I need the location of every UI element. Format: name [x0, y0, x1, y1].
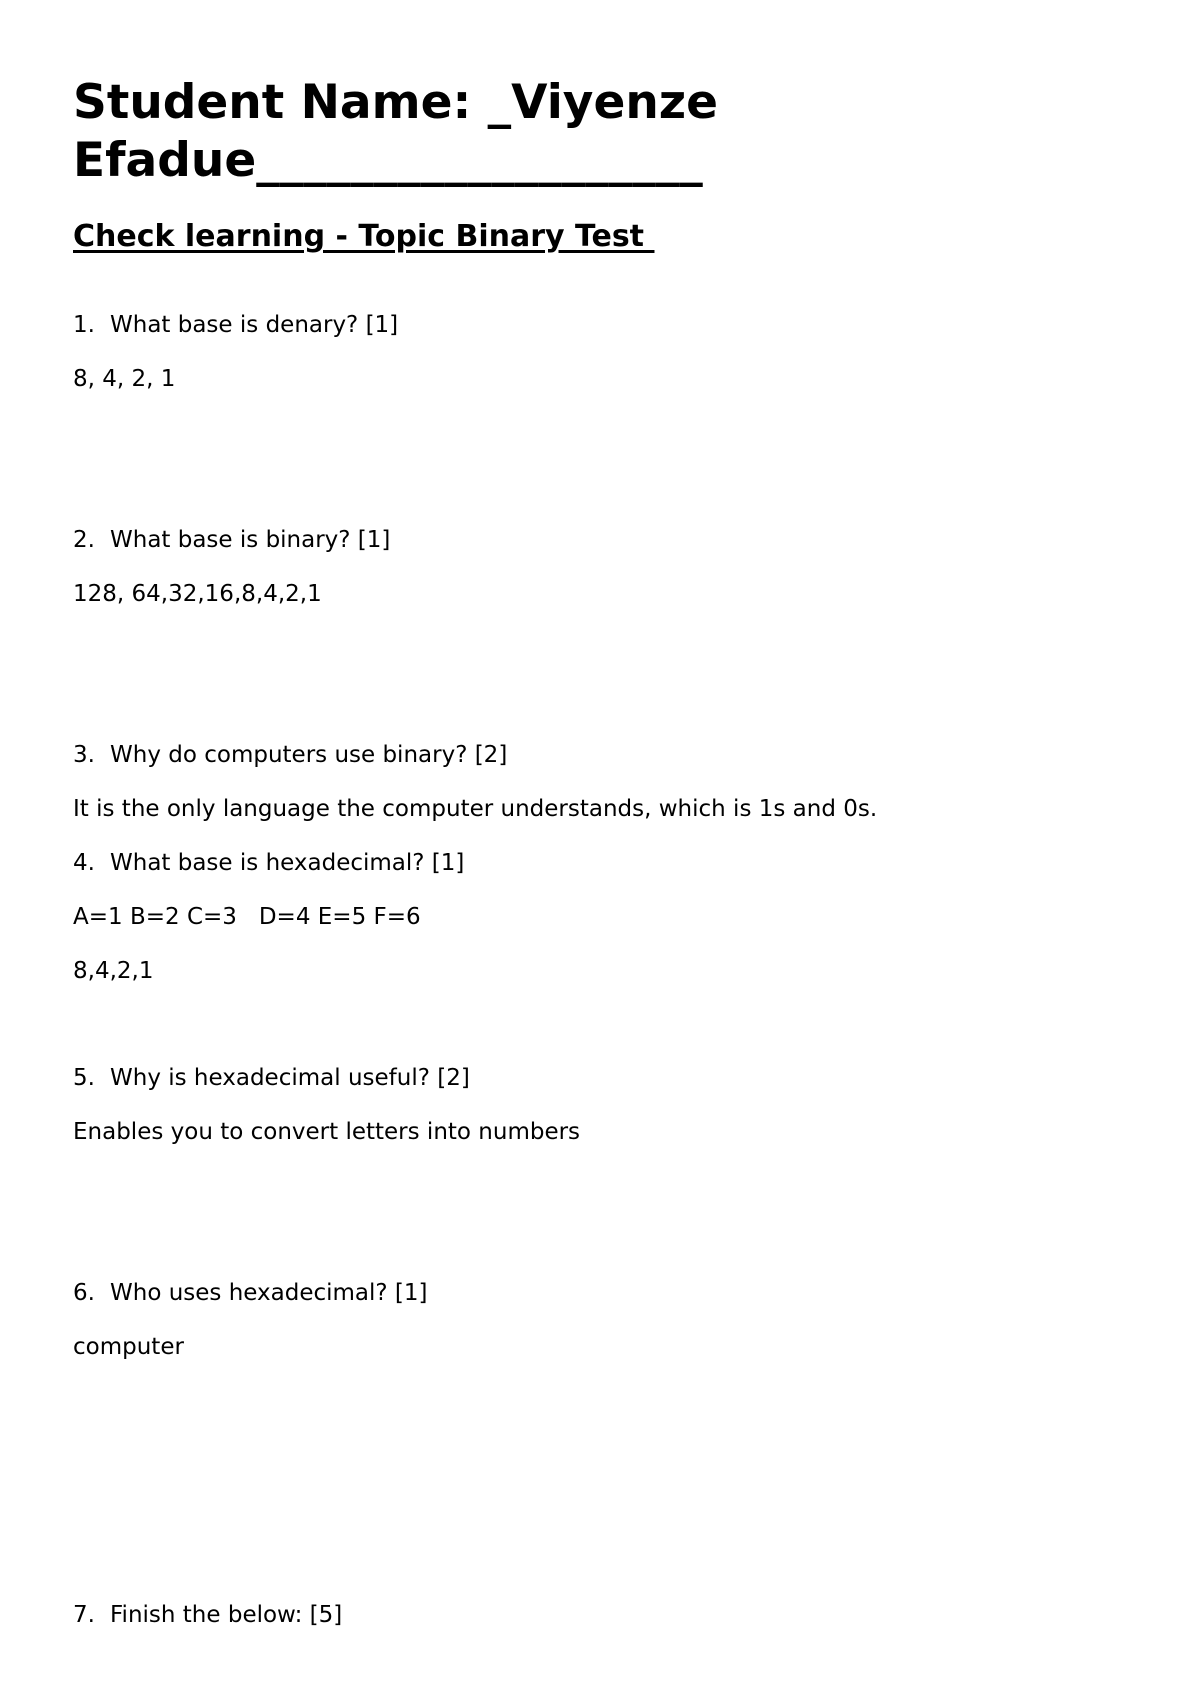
answer-1: 8, 4, 2, 1	[73, 366, 176, 392]
answer-4b: 8,4,2,1	[73, 958, 154, 984]
student-name-heading: Student Name: _Viyenze Efadue___________________	[73, 75, 719, 188]
question-number: 2.	[73, 527, 95, 553]
question-text: Finish the below: [5]	[110, 1602, 343, 1628]
question-text: Why do computers use binary? [2]	[110, 742, 508, 768]
answer-2: 128, 64,32,16,8,4,2,1	[73, 581, 322, 607]
answer-5: Enables you to convert letters into numbers	[73, 1119, 581, 1145]
question-text: What base is denary? [1]	[110, 312, 399, 338]
question-text: Who uses hexadecimal? [1]	[110, 1280, 428, 1306]
question-number: 7.	[73, 1602, 95, 1628]
question-1	[73, 310, 398, 340]
answer-6: computer	[73, 1334, 184, 1360]
question-text: What base is hexadecimal? [1]	[110, 850, 465, 876]
question-number: 5.	[73, 1065, 95, 1091]
answer-3: It is the only language the computer understands, which is 1s and 0s.	[73, 796, 878, 822]
question-number: 3.	[73, 742, 95, 768]
question-7	[73, 1600, 342, 1630]
question-text: Why is hexadecimal useful? [2]	[110, 1065, 470, 1091]
question-number: 6.	[73, 1280, 95, 1306]
question-2	[73, 525, 390, 555]
question-number: 4.	[73, 850, 95, 876]
question-5	[73, 1063, 470, 1093]
test-title: Check learning - Topic Binary Test	[73, 219, 655, 254]
question-4	[73, 848, 464, 878]
question-3	[73, 740, 507, 770]
question-number: 1.	[73, 312, 95, 338]
question-text: What base is binary? [1]	[110, 527, 391, 553]
answer-4a: A=1 B=2 C=3 D=4 E=5 F=6	[73, 904, 421, 930]
question-6	[73, 1278, 428, 1308]
